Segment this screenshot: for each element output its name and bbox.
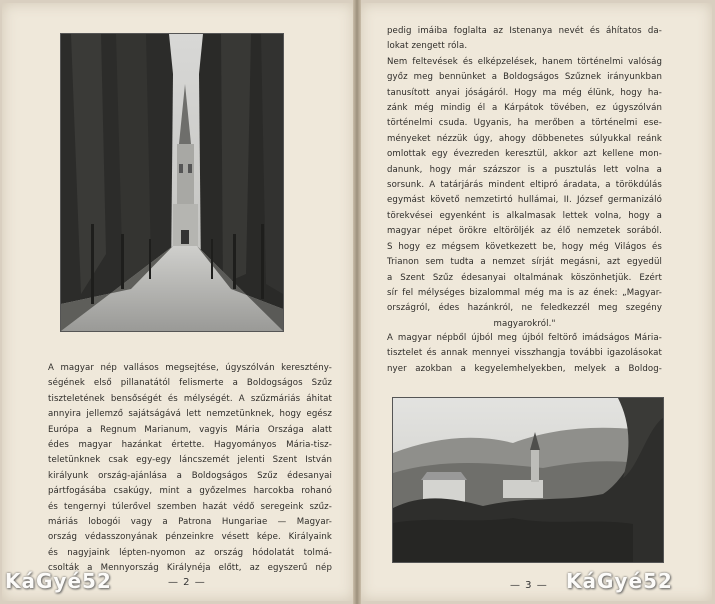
text-line: ményeket nézzük úgy, ahogy döbbenetes súlyukkal reánk — [387, 133, 662, 144]
text-line: tisztelet és annak mennyei visszhangja további igazolásokat — [387, 348, 662, 359]
text-line: Európa a Regnum Marianum, vagyis Mária Országa alatt — [48, 424, 332, 435]
text-line: a Szent Szűz édesanyai oltalmának köszönhetjük. Ezért — [387, 272, 662, 283]
text-line: Trianon sem tudta a nemzet sírját megásni, azt egyedül — [387, 257, 662, 268]
text-line: és nagyjaink lépten-nyomon az ország hódolatát tolmá- — [48, 547, 332, 558]
page-number-left: — 2 — — [168, 577, 206, 588]
text-line: királyunk ország-ajánlása a Boldogságos Szűz édesanyai — [48, 470, 332, 481]
text-line: zánk még mindig él a Kárpátok tövében, ez úgyszólván — [387, 103, 662, 114]
text-line: tiszteletének bensőségét és mélységét. A szűzmáriás áhitat — [48, 393, 332, 404]
text-line: teletünknek csak egy-egy láncszemét jelenti Szent István — [48, 455, 332, 466]
watermark-left: KáGyé52 — [5, 569, 112, 593]
left-page-paragraph — [48, 361, 332, 577]
text-line: törekvései egyenként is alkalmasak lettek volna, hogy a — [387, 210, 662, 221]
church-avenue-photo — [60, 33, 284, 332]
text-line: sorsunk. A tatárjárás mindent eltipró áradata, a törökdúlás — [387, 180, 662, 191]
text-line: sír fel mélységes bizalommal még ma is az ének: „Magyar- — [387, 287, 662, 298]
text-line: omlottak egy évezreden keresztül, akkor azt kellene mon- — [387, 149, 662, 160]
text-line: pártfogásába csakúgy, mint a győzelmes harcokba rohanó — [48, 486, 332, 497]
text-line: történelmi csuda. Ugyanis, ha merőben a történelmi ese- — [387, 118, 662, 129]
text-line: A magyar népből újból meg újból feltörő imádságos Mária- — [387, 333, 662, 343]
right-page-paragraph-2 — [387, 331, 662, 377]
text-line: egymást követő nemzetirtó hullámai, II. József germanizáló — [387, 195, 662, 206]
text-line: Nem feltevések és elképzelések, hanem történelmi valóság — [387, 56, 662, 67]
text-line: A magyar nép vallásos megsejtése, úgyszólván keresztény- — [48, 363, 332, 373]
monastery-valley-photo — [392, 397, 664, 563]
text-line: győz meg bennünket a Boldogságos Szűznek irányunkban — [387, 72, 662, 83]
text-line: magyarokról." — [493, 318, 556, 329]
text-line: nyer azokban a kegyelemhelyekben, melyek a Boldog- — [387, 363, 662, 374]
watermark-right: KáGyé52 — [566, 569, 673, 593]
text-line: S hogy ez mégsem következett be, hogy még Világos és — [387, 241, 662, 252]
text-line: és tengernyi túlerővel szemben hazát védő seregeink szűz- — [48, 501, 332, 512]
text-line: danunk, hogy már százszor is a pusztulás lett volna a — [387, 164, 662, 175]
book-spine — [353, 0, 361, 604]
text-line: pedig imáiba foglalta az Istenanya nevét és áhítatos da- — [387, 26, 662, 36]
right-page-paragraph-1 — [387, 24, 662, 332]
text-line: ország védasszonyának pénzeinkre vésett képe. Királyaink — [48, 532, 332, 543]
page-number-right: — 3 — — [510, 580, 548, 591]
text-line: édes magyar hazánkat értette. Hagyományos Mária-tisz- — [48, 440, 332, 451]
text-line: annyira jellemző sajátságává lett nemzetünknek, hogy egész — [48, 409, 332, 420]
text-line: magyar népet örökre eltöröljék az élő nemzetek sorából. — [387, 226, 662, 237]
text-line: csolták a Mennyország Királynéja előtt, az egyszerű nép — [48, 563, 332, 574]
text-line: ségének első pillanatától felismerte a Boldogságos Szűz — [48, 378, 332, 389]
text-line: országról, édes hazánkról, ne feledkezzél meg szegény — [387, 303, 662, 314]
text-line: lokat zengett róla. — [387, 41, 468, 52]
text-line: máriás lobogói vagy a Patrona Hungariae — Magyar- — [48, 517, 332, 528]
text-line: tanusított anyai jóságáról. Hogy ma még élünk, hogy ha- — [387, 87, 662, 98]
